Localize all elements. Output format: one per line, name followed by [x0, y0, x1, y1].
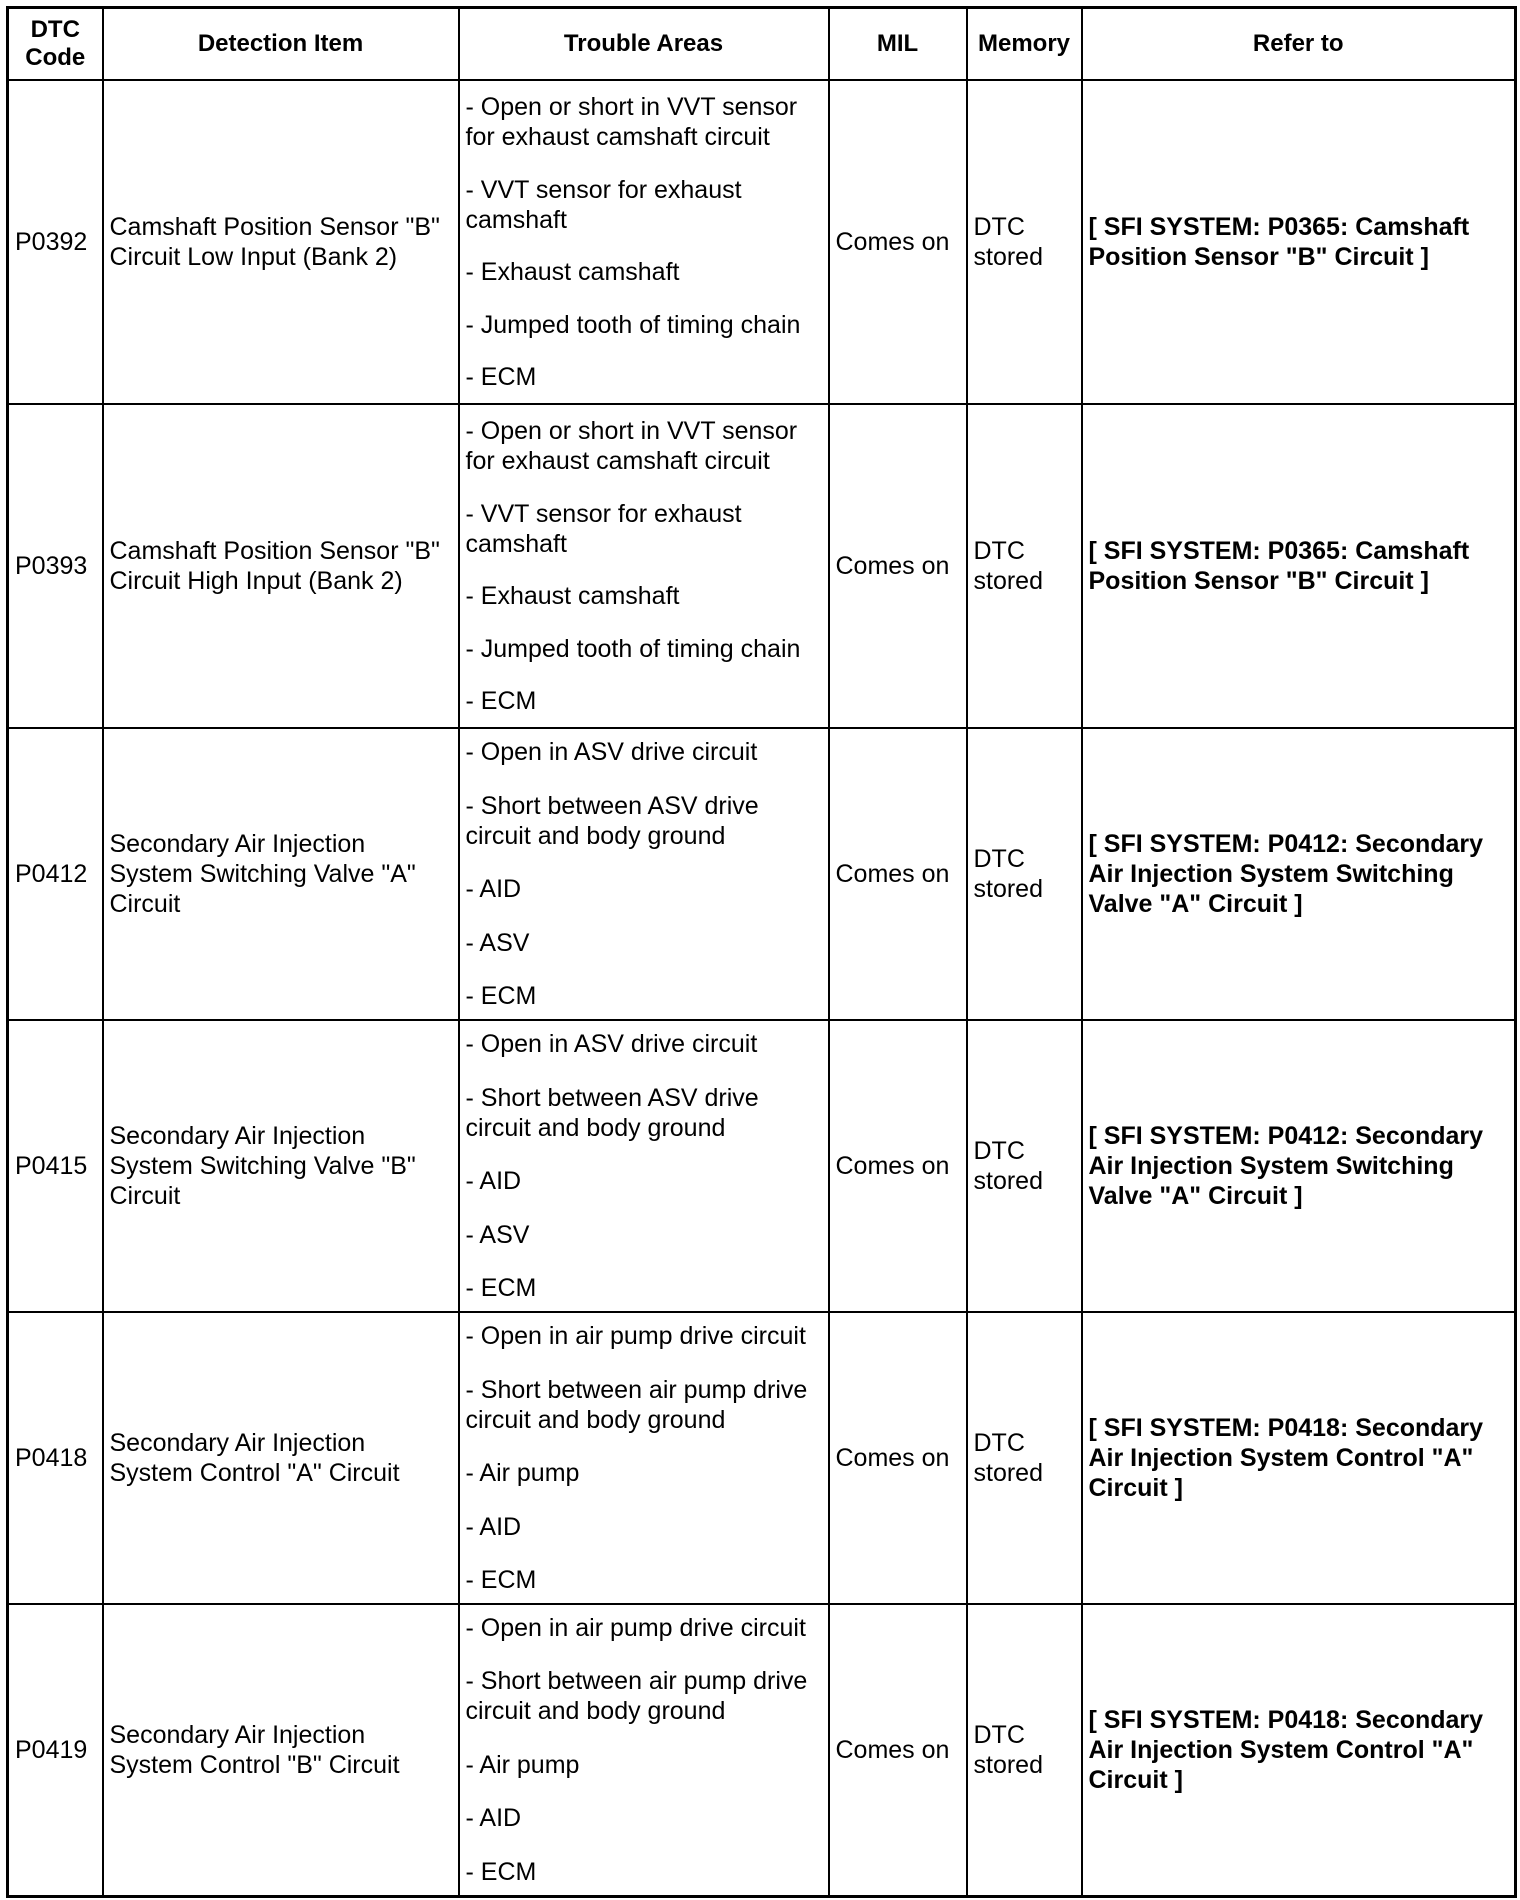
trouble-area-item: - Short between air pump drive circuit and body ground [465, 1667, 808, 1726]
detection-item: Secondary Air Injection System Control "B" Circuit [103, 1604, 459, 1896]
detection-item: Secondary Air Injection System Switching Valve "A" Circuit [103, 728, 459, 1020]
refer-to-link[interactable]: [ SFI SYSTEM: P0412: Secondary Air Injection System Switching Valve "A" Circuit ] [1082, 728, 1516, 1020]
trouble-area-item: - AID [465, 1512, 522, 1541]
trouble-areas [459, 80, 829, 404]
trouble-area-item: - Open or short in VVT sensor for exhaust camshaft circuit [465, 417, 798, 475]
trouble-area-item: - Air pump [465, 1459, 580, 1487]
header-row [8, 8, 1516, 81]
trouble-area-list [466, 1613, 822, 1887]
memory-status: DTC stored [967, 1312, 1082, 1604]
trouble-area-item: - VVT sensor for exhaust camshaft [465, 175, 742, 234]
table-row [8, 1312, 1516, 1604]
column-header-mil: MIL [829, 8, 967, 81]
trouble-area-item: - ECM [465, 363, 537, 391]
trouble-area-item: - Open in air pump drive circuit [465, 1613, 806, 1642]
dtc-code: P0419 [8, 1604, 103, 1896]
trouble-area-list [466, 737, 822, 1011]
memory-status: DTC stored [967, 1020, 1082, 1312]
trouble-area-item: - ASV [465, 1220, 530, 1249]
trouble-area-list [466, 1321, 822, 1595]
refer-to-link[interactable]: [ SFI SYSTEM: P0412: Secondary Air Injection System Switching Valve "A" Circuit ] [1082, 1020, 1516, 1312]
dtc-code: P0392 [8, 80, 103, 404]
memory-status: DTC stored [967, 404, 1082, 728]
trouble-area-list [466, 1029, 822, 1303]
trouble-area-item: - ASV [465, 928, 530, 957]
detection-item: Secondary Air Injection System Control "A" Circuit [103, 1312, 459, 1604]
column-header-refer-to: Refer to [1082, 8, 1516, 81]
detection-item: Secondary Air Injection System Switching Valve "B" Circuit [103, 1020, 459, 1312]
trouble-areas [459, 1312, 829, 1604]
trouble-areas [459, 728, 829, 1020]
trouble-area-list [466, 416, 822, 716]
column-header-detection-item: Detection Item [103, 8, 459, 81]
trouble-area-item: - Short between ASV drive circuit and body ground [465, 791, 759, 850]
column-header-trouble-areas: Trouble Areas [459, 8, 829, 81]
trouble-area-item: - Open in air pump drive circuit [465, 1322, 806, 1350]
trouble-area-item: - Exhaust camshaft [465, 258, 680, 286]
column-header-dtc-code: DTC Code [8, 8, 103, 81]
detection-item: Camshaft Position Sensor "B" Circuit High Input (Bank 2) [103, 404, 459, 728]
dtc-table [6, 6, 1517, 1898]
trouble-area-item: - VVT sensor for exhaust camshaft [465, 499, 742, 558]
mil-status: Comes on [829, 404, 967, 728]
trouble-area-item: - AID [465, 1804, 522, 1833]
trouble-area-item: - ECM [465, 687, 537, 715]
trouble-area-item: - AID [465, 1167, 522, 1195]
mil-status: Comes on [829, 1604, 967, 1896]
memory-status: DTC stored [967, 728, 1082, 1020]
trouble-area-item: - Short between air pump drive circuit and body ground [465, 1375, 808, 1434]
refer-to-link[interactable]: [ SFI SYSTEM: P0418: Secondary Air Injection System Control "A" Circuit ] [1082, 1604, 1516, 1896]
trouble-area-item: - ECM [465, 1566, 537, 1594]
trouble-area-item: - Jumped tooth of timing chain [465, 634, 801, 663]
memory-status: DTC stored [967, 80, 1082, 404]
refer-to-link[interactable]: [ SFI SYSTEM: P0418: Secondary Air Injection System Control "A" Circuit ] [1082, 1312, 1516, 1604]
trouble-area-item: - Open in ASV drive circuit [465, 1030, 758, 1058]
table-row [8, 728, 1516, 1020]
mil-status: Comes on [829, 1020, 967, 1312]
trouble-area-item: - Short between ASV drive circuit and body ground [465, 1083, 759, 1142]
dtc-code: P0418 [8, 1312, 103, 1604]
detection-item: Camshaft Position Sensor "B" Circuit Low Input (Bank 2) [103, 80, 459, 404]
refer-to-link[interactable]: [ SFI SYSTEM: P0365: Camshaft Position Sensor "B" Circuit ] [1082, 80, 1516, 404]
mil-status: Comes on [829, 728, 967, 1020]
table-row [8, 1604, 1516, 1896]
trouble-area-item: - Open in ASV drive circuit [465, 738, 758, 766]
trouble-area-item: - ECM [465, 1274, 537, 1302]
trouble-areas [459, 1604, 829, 1896]
trouble-area-item: - ECM [465, 982, 537, 1010]
table-row [8, 80, 1516, 404]
dtc-code: P0415 [8, 1020, 103, 1312]
refer-to-link[interactable]: [ SFI SYSTEM: P0365: Camshaft Position Sensor "B" Circuit ] [1082, 404, 1516, 728]
mil-status: Comes on [829, 1312, 967, 1604]
trouble-area-item: - AID [465, 875, 522, 903]
column-header-memory: Memory [967, 8, 1082, 81]
table-row [8, 1020, 1516, 1312]
trouble-area-item: - Open or short in VVT sensor for exhaust camshaft circuit [465, 93, 798, 151]
dtc-code: P0393 [8, 404, 103, 728]
trouble-area-item: - Air pump [465, 1750, 580, 1779]
dtc-code: P0412 [8, 728, 103, 1020]
trouble-area-item: - Exhaust camshaft [465, 582, 680, 610]
trouble-areas [459, 1020, 829, 1312]
trouble-area-item: - Jumped tooth of timing chain [465, 310, 801, 339]
trouble-areas [459, 404, 829, 728]
trouble-area-list [466, 92, 822, 392]
mil-status: Comes on [829, 80, 967, 404]
memory-status: DTC stored [967, 1604, 1082, 1896]
trouble-area-item: - ECM [465, 1857, 537, 1886]
table-row [8, 404, 1516, 728]
